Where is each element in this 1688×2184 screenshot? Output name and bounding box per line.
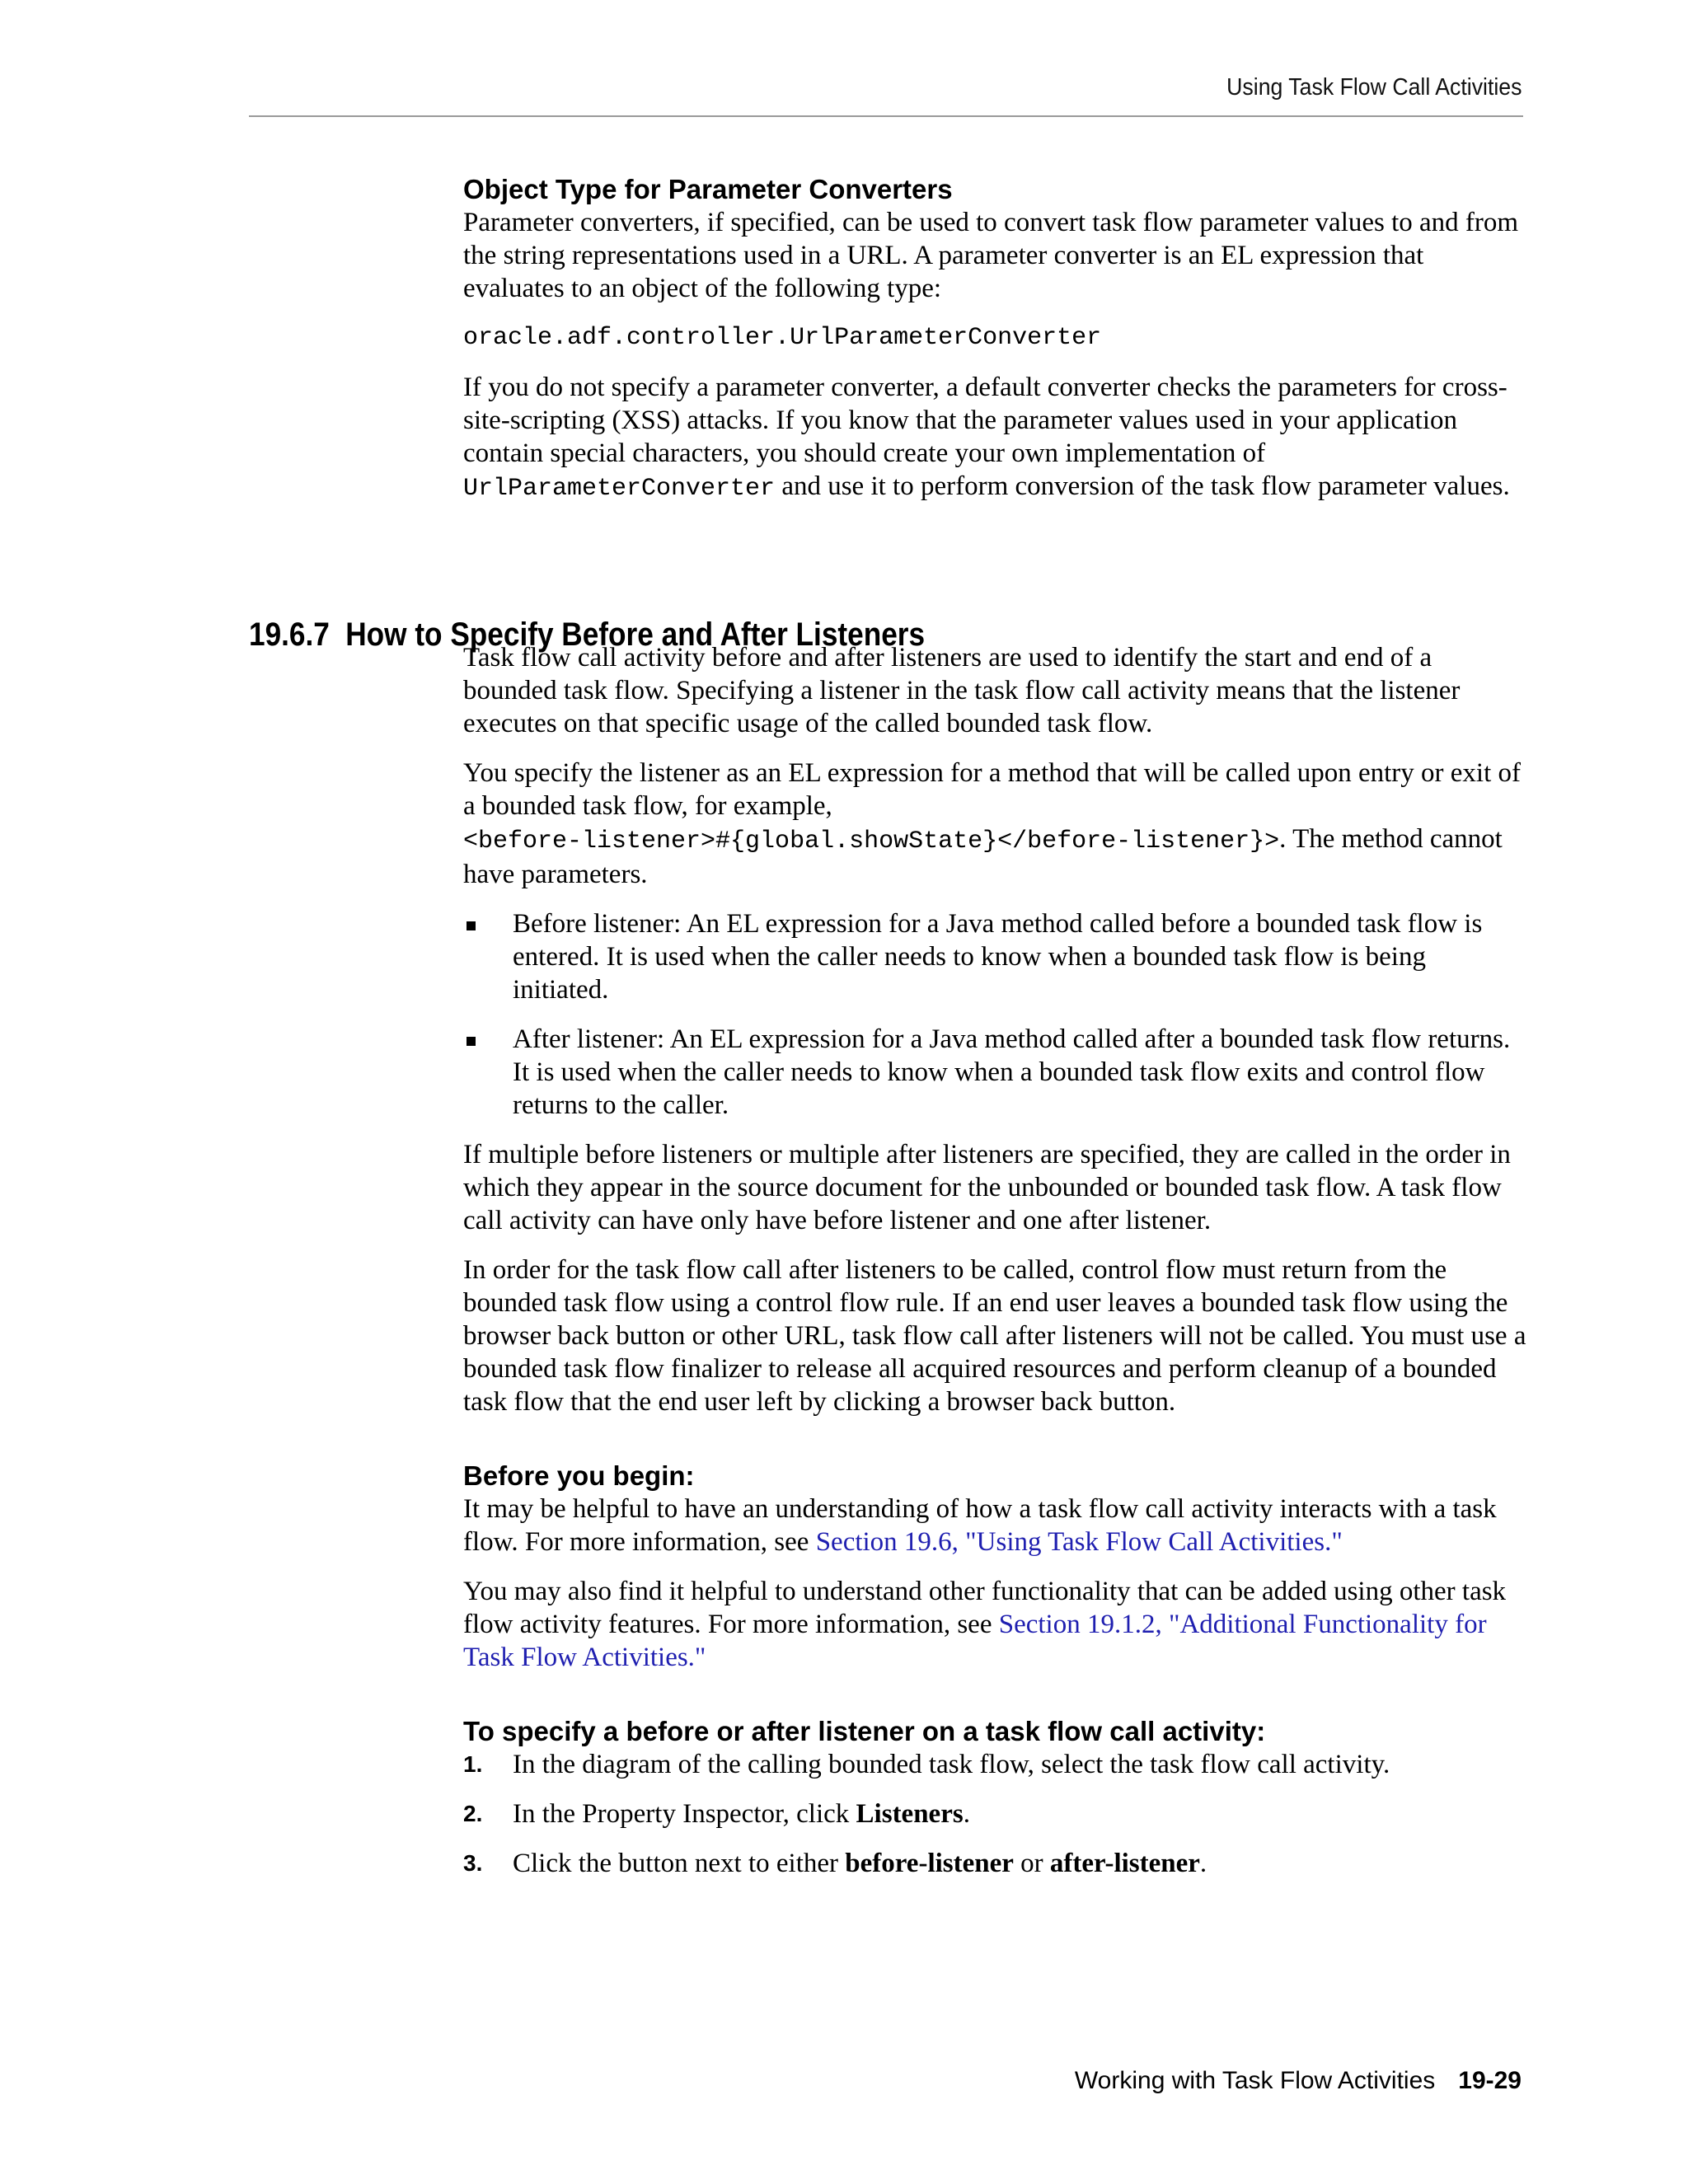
- object-type-paragraph-1: Parameter converters, if specified, can be used to convert task flow parameter values to and from the string representations used in a URL. A parameter converter is an EL expression that evaluates to an object of the following type:: [463, 208, 1519, 303]
- section-paragraph-3: If multiple before listeners or multiple after listeners are specified, they are called in the order in which they appear in the source document for the unbounded or bounded task flow. A task flow call activity can have only have before listener and one after listener.: [463, 1140, 1511, 1235]
- object-type-paragraph-2-text: If you do not specify a parameter converter, a default converter checks the parameters for cross-site-scripting (XSS) attacks. If you know that the parameter values used in your application contain special characters, you should create your own implementation of: [463, 373, 1507, 468]
- ui-term-listeners: Listeners: [856, 1799, 964, 1829]
- section-paragraph-2: [463, 757, 1526, 891]
- procedure-steps: [463, 1748, 1526, 1880]
- list-item: [463, 1023, 1526, 1122]
- before-you-begin-paragraph-2: [463, 1575, 1526, 1674]
- section-paragraph-2-text: You specify the listener as an EL expression for a method that will be called upon entry or exit of a bounded task flow, for example,: [463, 758, 1522, 821]
- page-number: 19-29: [1458, 2067, 1522, 2094]
- step-text-middle: or: [1013, 1849, 1050, 1878]
- inline-code-url-parameter-converter: UrlParameterConverter: [463, 475, 776, 503]
- inline-code-before-listener: <before-listener>#{global.showState}</before-listener}>: [463, 827, 1280, 855]
- section-paragraph-4: In order for the task flow call after listeners to be called, control flow must return from the bounded task flow using a control flow rule. If an end user leaves a bounded task flow using the browser back button or other URL, task flow call after listeners will not be called. You must use a bounded task flow finalizer to release all acquired resources and perform cleanup of a bounded task flow that the end user left by clicking a browser back button.: [463, 1255, 1526, 1417]
- code-url-parameter-converter: oracle.adf.controller.UrlParameterConverter: [463, 324, 1102, 352]
- bullet-icon: [467, 921, 476, 930]
- step-text: In the diagram of the calling bounded task flow, select the task flow call activity.: [513, 1750, 1390, 1779]
- header-rule: [249, 115, 1523, 117]
- before-you-begin-paragraph-2-text: You may also find it helpful to understand other functionality that can be added using other task flow activity features. For more information, see: [463, 1577, 1507, 1639]
- object-type-paragraph-2: [463, 371, 1526, 505]
- step-number: 3.: [463, 1850, 483, 1876]
- listener-bullet-list: [463, 907, 1526, 1122]
- section-title: How to Specify Before and After Listeners: [345, 616, 926, 654]
- step-text-tail: .: [963, 1799, 970, 1829]
- step-text-tail: .: [1199, 1849, 1207, 1878]
- section-paragraph-2-tail: . The method cannot have parameters.: [463, 824, 1503, 889]
- list-item: [463, 907, 1526, 1006]
- object-type-block: [463, 173, 1526, 505]
- procedure-heading: To specify a before or after listener on a task flow call activity:: [463, 1716, 1266, 1746]
- list-item: [463, 1847, 1526, 1880]
- before-you-begin-paragraph-1: [463, 1493, 1526, 1558]
- section-body: [463, 641, 1526, 1896]
- bullet-text-before-listener: Before listener: An EL expression for a Java method called before a bounded task flow is entered. It is used when the caller needs to know when a bounded task flow is being initiated.: [513, 909, 1483, 1005]
- footer-title: Working with Task Flow Activities: [1074, 2067, 1436, 2094]
- section-paragraph-1: Task flow call activity before and after listeners are used to identify the start and end of a bounded task flow. Specifying a listener in the task flow call activity means that the listener executes on that specific usage of the called bounded task flow.: [463, 643, 1461, 738]
- ui-term-after-listener: after-listener: [1049, 1849, 1200, 1878]
- step-text: Click the button next to either: [513, 1849, 846, 1878]
- list-item: [463, 1797, 1526, 1830]
- before-you-begin-heading: Before you begin:: [463, 1460, 695, 1491]
- section-number: 19.6.7: [249, 616, 330, 654]
- step-number: 1.: [463, 1751, 483, 1777]
- object-type-paragraph-2-tail: and use it to perform conversion of the task flow parameter values.: [775, 471, 1510, 501]
- step-text: In the Property Inspector, click: [513, 1799, 856, 1829]
- ui-term-before-listener: before-listener: [845, 1849, 1014, 1878]
- link-section-19-1-2[interactable]: Section 19.1.2, "Additional Functionality for Task Flow Activities.": [463, 1610, 1487, 1672]
- list-item: [463, 1748, 1526, 1781]
- page-footer: [1075, 2067, 1522, 2095]
- link-section-19-6[interactable]: Section 19.6, "Using Task Flow Call Activities.": [815, 1527, 1343, 1557]
- bullet-icon: [467, 1037, 476, 1046]
- running-header: Using Task Flow Call Activities: [1226, 74, 1522, 101]
- before-you-begin-paragraph-1-text: It may be helpful to have an understanding of how a task flow call activity interacts with a task flow. For more information, see: [463, 1494, 1497, 1557]
- step-number: 2.: [463, 1801, 483, 1826]
- object-type-heading: Object Type for Parameter Converters: [463, 174, 953, 204]
- bullet-text-after-listener: After listener: An EL expression for a Java method called after a bounded task flow returns. It is used when the caller needs to know when a bounded task flow exits and control flow returns to the caller.: [513, 1024, 1511, 1120]
